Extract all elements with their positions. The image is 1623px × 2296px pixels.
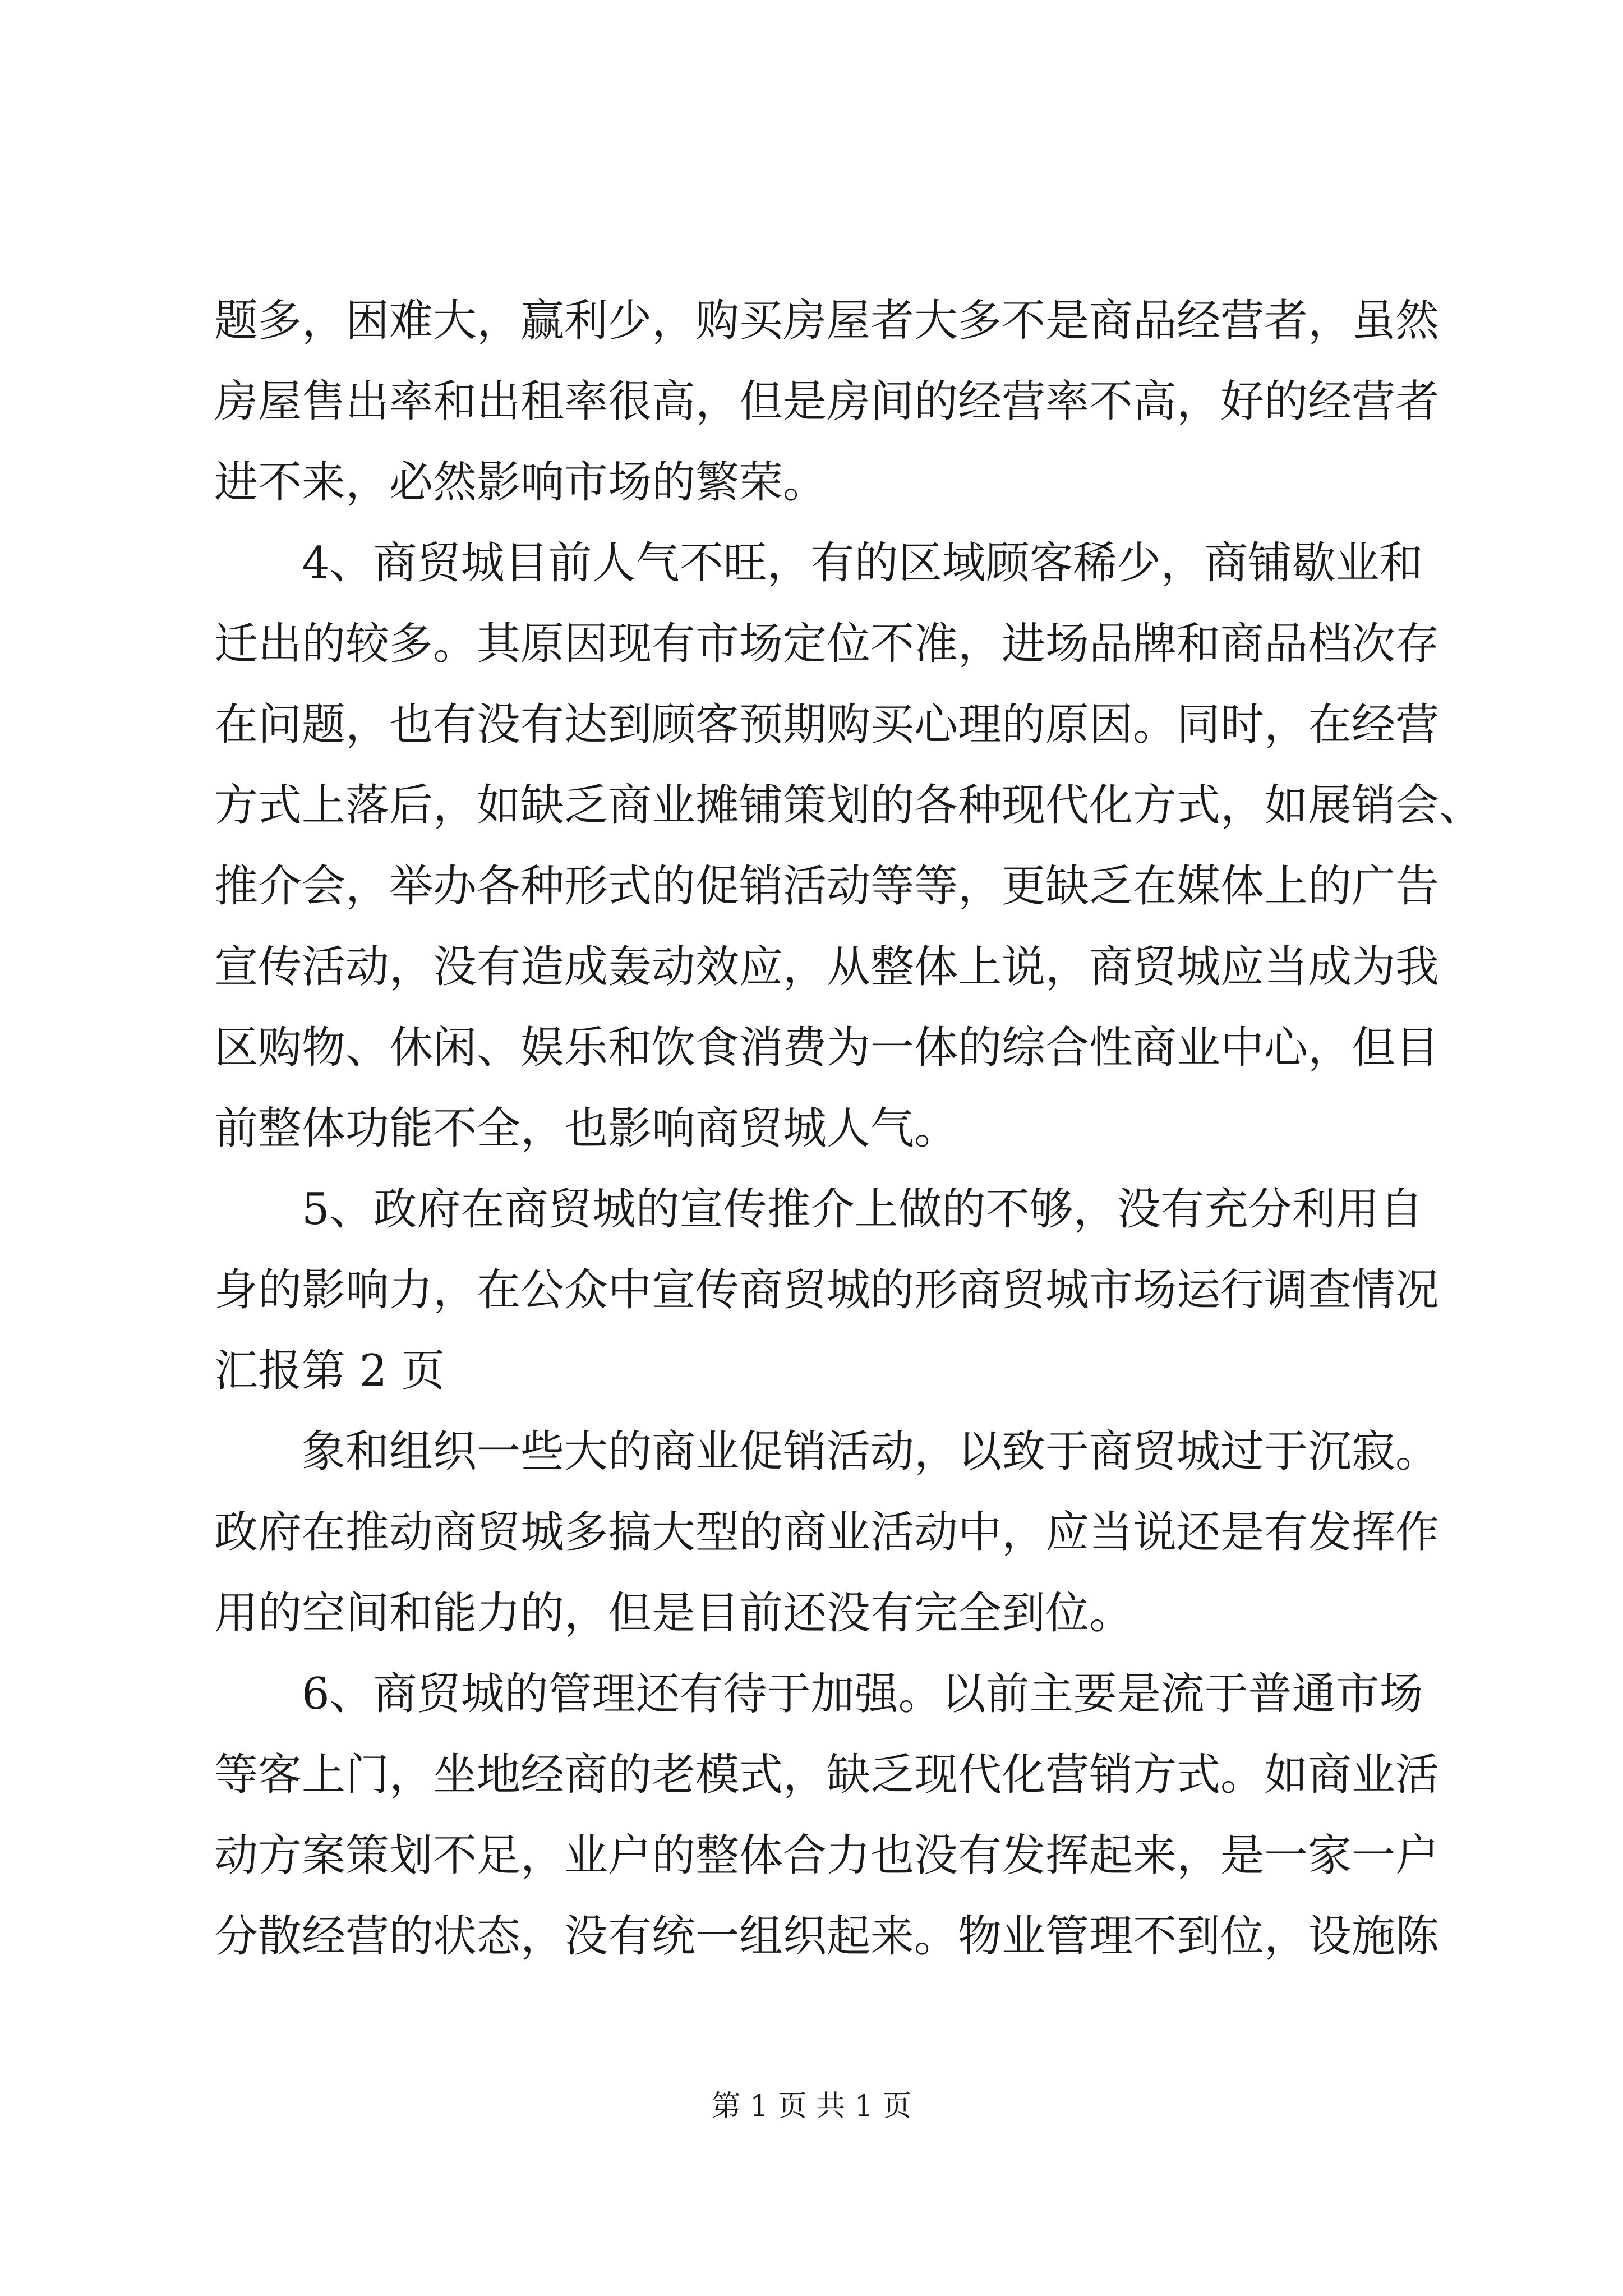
- text-line: 题多，困难大，赢利少，购买房屋者大多不是商品经营者，虽然: [214, 296, 1440, 346]
- text-line: 宣传活动，没有造成轰动效应，从整体上说，商贸城应当成为我: [214, 942, 1440, 992]
- paragraph-start-line: 5、政府在商贸城的宣传推介上做的不够，没有充分利用自: [302, 1184, 1423, 1235]
- text-line: 在问题，也有没有达到顾客预期购买心理的原因。同时，在经营: [214, 700, 1440, 750]
- paragraph-start-line: 4、商贸城目前人气不旺，有的区域顾客稀少，商铺歇业和: [302, 538, 1423, 588]
- document-body: [214, 280, 1483, 1977]
- text-line: 汇报第 2 页: [214, 1346, 445, 1396]
- text-line: 方式上落后，如缺乏商业摊铺策划的各种现代化方式，如展销会、: [214, 780, 1483, 831]
- text-line: 动方案策划不足，业户的整体合力也没有发挥起来，是一家一户: [214, 1830, 1440, 1881]
- paragraph-start-line: 象和组织一些大的商业促销活动，以致于商贸城过于沉寂。: [302, 1427, 1440, 1477]
- text-line: 进不来，必然影响市场的繁荣。: [214, 457, 827, 508]
- text-line: 前整体功能不全，也影响商贸城人气。: [214, 1103, 958, 1154]
- text-line: 区购物、休闲、娱乐和饮食消费为一体的综合性商业中心，但目: [214, 1023, 1440, 1073]
- paragraph-start-line: 6、商贸城的管理还有待于加强。以前主要是流于普通市场: [302, 1669, 1423, 1719]
- text-line: 等客上门，坐地经商的老模式，缺乏现代化营销方式。如商业活: [214, 1750, 1440, 1800]
- page-footer: 第 1 页 共 1 页: [711, 2090, 912, 2123]
- text-line: 推介会，举办各种形式的促销活动等等，更缺乏在媒体上的广告: [214, 861, 1440, 912]
- text-line: 分散经营的状态，没有统一组织起来。物业管理不到位，设施陈: [214, 1911, 1440, 1962]
- text-line: 政府在推动商贸城多搞大型的商业活动中，应当说还是有发挥作: [214, 1507, 1440, 1558]
- text-line: 迁出的较多。其原因现有市场定位不准，进场品牌和商品档次存: [214, 619, 1440, 669]
- text-line: 身的影响力，在公众中宣传商贸城的形商贸城市场运行调查情况: [214, 1265, 1440, 1315]
- text-line: 房屋售出率和出租率很高，但是房间的经营率不高，好的经营者: [214, 376, 1440, 427]
- text-line: 用的空间和能力的，但是目前还没有完全到位。: [214, 1588, 1133, 1639]
